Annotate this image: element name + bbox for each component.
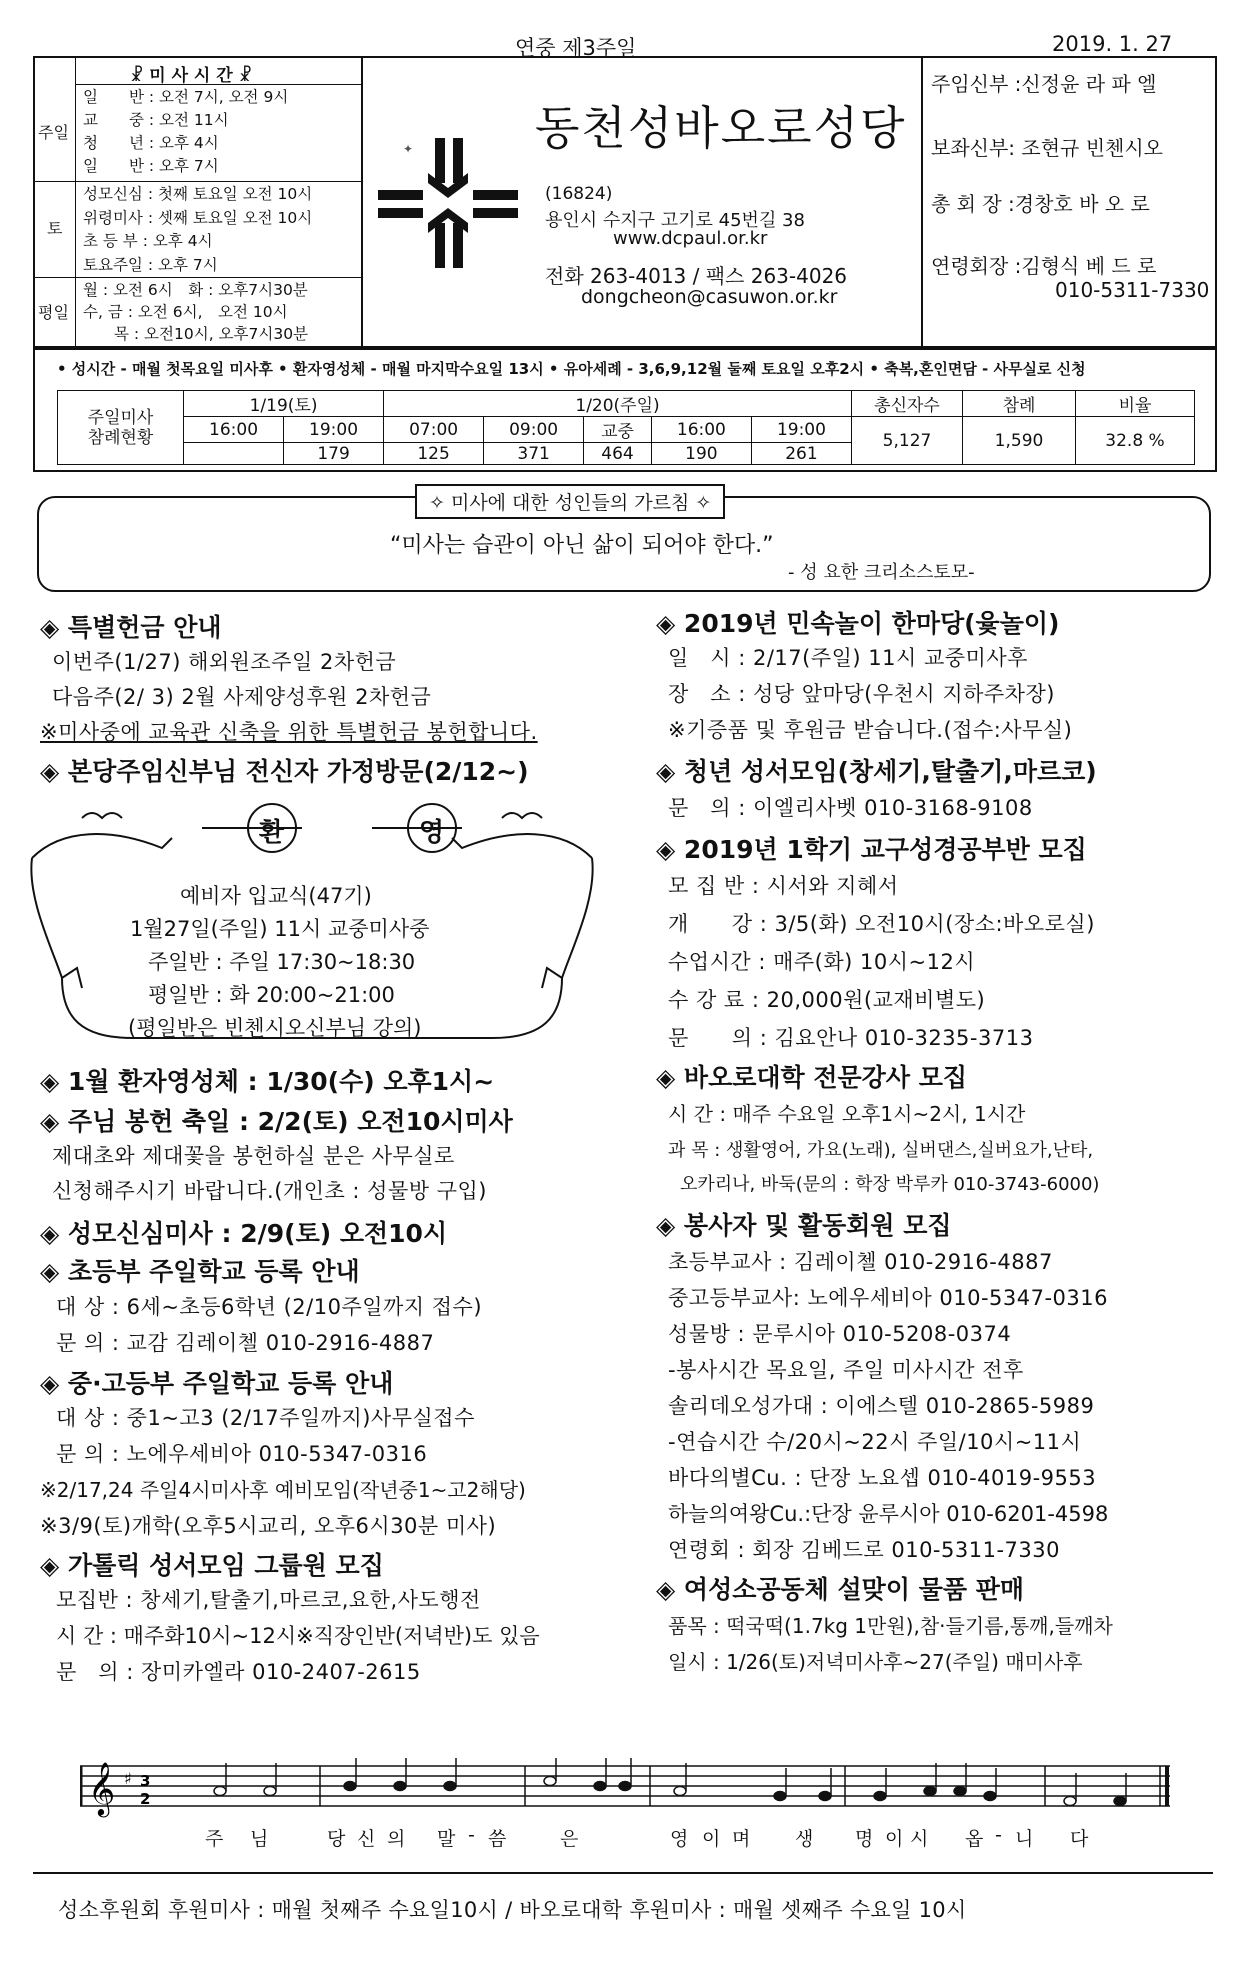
count-cell: 179 — [284, 443, 384, 465]
folk-games-line: 일 시 : 2/17(주일) 11시 교중미사후 — [668, 646, 1028, 670]
count-cell: 190 — [651, 443, 751, 465]
count-cell: 371 — [484, 443, 584, 465]
staff-role: 총 회 장 : — [931, 192, 1015, 216]
offering-line: 이번주(1/27) 해외원조주일 2차헌금 — [52, 650, 397, 674]
volunteer-line: -연습시간 수/20시~22시 주일/10시~11시 — [668, 1430, 1082, 1454]
folk-games-line: ※기증품 및 후원금 받습니다.(접수:사무실) — [668, 718, 1073, 742]
church-name: 동천성바오로성당 — [535, 101, 907, 155]
staff-role: 주임신부 : — [931, 72, 1022, 96]
footer-divider — [33, 1872, 1213, 1874]
bible-group-line: 모집반 : 창세기,탈출기,마르코,요한,사도행전 — [56, 1588, 481, 1612]
notice-bar: • 성시간 - 매월 첫목요일 미사후 • 환자영성체 - 매월 마지막수요일 13시 • 유아세례 - 3,6,9,12월 둘째 토요일 오후2시 • 축복,혼인면담 - 사무실로 신청 — [57, 360, 1086, 378]
volunteer-line: 중고등부교사: 노에우세비아 010-5347-0316 — [668, 1286, 1108, 1310]
attendance-label-1: 주일미사 — [87, 407, 154, 428]
lyric-syllable: 주 — [205, 1828, 224, 1850]
lyric-syllable: 이 — [885, 1828, 904, 1850]
lyric-syllable: 이 — [702, 1828, 721, 1850]
phone-fax: 전화 263-4013 / 팩스 263-4026 — [545, 264, 848, 288]
paul-university-line: 과 목 : 생활영어, 가요(노래), 실버댄스,실버요가,난타, — [668, 1140, 1094, 1161]
lyric-syllable: 의 — [387, 1828, 406, 1850]
staff-role: 연령회장 : — [931, 254, 1022, 278]
section-presentation-feast: ◈ 주님 봉헌 축일 : 2/2(토) 오전10시미사 — [40, 1107, 513, 1136]
lyric-syllable: 명 — [855, 1828, 874, 1850]
section-special-offering: ◈ 특별헌금 안내 — [40, 613, 222, 642]
mass-time-cell: 16:00 — [651, 417, 751, 443]
bible-study-line: 수 강 료 : 20,000원(교재비별도) — [668, 988, 986, 1012]
lyric-syllable: 님 — [250, 1828, 269, 1850]
middle-high-line: ※2/17,24 주일4시미사후 예비모임(작년중1~고2해당) — [40, 1478, 526, 1502]
elementary-line: 대 상 : 6세~초등6학년 (2/10주일까지 접수) — [56, 1295, 483, 1319]
mass-line: 성모신심 : 첫째 토요일 오전 10시 — [83, 185, 313, 203]
mass-line: 월 : 오전 6시 화 : 오후7시30분 — [83, 281, 308, 299]
total-label: 총신자수 — [852, 391, 963, 417]
quote-title: ✧ 미사에 대한 성인들의 가르침 ✧ — [415, 484, 725, 519]
mass-times-title: ☧ 미 사 시 간 ☧ — [130, 66, 252, 86]
catechumen-line: (평일반은 빈첸시오신부님 강의) — [128, 1016, 422, 1040]
section-folk-games: ◈ 2019년 민속놀이 한마당(윷놀이) — [656, 609, 1060, 638]
music-staff — [80, 1758, 1170, 1818]
svg-text:✦: ✦ — [403, 142, 414, 156]
count-cell: 464 — [584, 443, 652, 465]
lyric-syllable: 시 — [910, 1828, 929, 1850]
svg-text:𝄞: 𝄞 — [88, 1761, 116, 1815]
ratio-value: 32.8 % — [1076, 417, 1195, 465]
attendance-label-2: 참례현황 — [87, 427, 154, 448]
mass-day-saturday: 토 — [47, 219, 63, 238]
middle-high-line: 대 상 : 중1~고3 (2/17주일까지)사무실접수 — [56, 1406, 475, 1430]
staff-name: 김형식 베 드 로 — [1021, 254, 1157, 278]
church-website[interactable]: www.dcpaul.or.kr — [613, 228, 768, 249]
lyric-syllable: 영 — [670, 1828, 689, 1850]
volunteer-line: 성물방 : 문루시아 010-5208-0374 — [668, 1322, 1012, 1346]
lyric-syllable: 말 — [437, 1828, 456, 1850]
church-address: 용인시 수지구 고기로 45번길 38 — [545, 210, 805, 231]
paul-university-line: 시 간 : 매주 수요일 오후1시~2시, 1시간 — [668, 1102, 1026, 1126]
mass-day-weekday: 평일 — [38, 303, 69, 322]
mass-line: 청 년 : 오후 4시 — [83, 134, 219, 152]
header-box — [33, 56, 1217, 348]
svg-text:♯: ♯ — [124, 1769, 132, 1788]
section-new-year-sale: ◈ 여성소공동체 설맞이 물품 판매 — [656, 1575, 1024, 1604]
volunteer-line: 하늘의여왕Cu.:단장 윤루시아 010-6201-4598 — [668, 1502, 1109, 1526]
notice-attendance-box — [33, 348, 1217, 472]
church-email[interactable]: dongcheon@casuwon.or.kr — [581, 286, 838, 308]
volunteer-line: -봉사시간 목요일, 주일 미사시간 전후 — [668, 1358, 1024, 1382]
section-paul-university: ◈ 바오로대학 전문강사 모집 — [656, 1063, 967, 1092]
section-home-visit: ◈ 본당주임신부님 전신자 가정방문(2/12~) — [40, 757, 529, 786]
offering-line: 다음주(2/ 3) 2월 사제양성후원 2차헌금 — [52, 685, 432, 709]
mass-line: 초 등 부 : 오후 4시 — [83, 232, 213, 250]
lyric-syllable: 씀 — [488, 1828, 507, 1850]
mass-line: 일 반 : 오전 7시, 오전 9시 — [83, 88, 289, 106]
volunteer-line: 솔리데오성가대 : 이에스텔 010-2865-5989 — [668, 1394, 1095, 1418]
count-cell — [184, 443, 284, 465]
mass-time-cell: 19:00 — [751, 417, 851, 443]
folk-games-line: 장 소 : 성당 앞마당(우천시 지하주차장) — [668, 682, 1055, 706]
lyric-syllable: 다 — [1070, 1828, 1089, 1850]
bible-study-line: 모 집 반 : 시서와 지혜서 — [668, 874, 899, 898]
staff-name: 경창호 바 오 로 — [1014, 192, 1150, 216]
volunteer-line: 초등부교사 : 김레이첼 010-2916-4887 — [668, 1250, 1053, 1274]
quote-author: - 성 요한 크리소스토모- — [788, 562, 975, 583]
lyric-syllable: 신 — [357, 1828, 376, 1850]
mass-day-sunday: 주일 — [38, 123, 69, 142]
staff-list — [921, 58, 1217, 346]
lyric-syllable: - — [468, 1824, 475, 1846]
volunteer-line: 연령회 : 회장 김베드로 010-5311-7330 — [668, 1538, 1060, 1562]
mass-time-cell: 교중 — [584, 417, 652, 443]
lyric-syllable: 은 — [560, 1828, 579, 1850]
bible-study-line: 문 의 : 김요안나 010-3235-3713 — [668, 1026, 1034, 1050]
count-cell: 125 — [384, 443, 484, 465]
svg-text:2: 2 — [140, 1790, 151, 1808]
attend-value: 1,590 — [963, 417, 1076, 465]
attendance-day-saturday: 1/19(토) — [184, 391, 384, 417]
welcome-char-1: 환 — [259, 818, 285, 848]
paul-university-line: 오카리나, 바둑(문의 : 학장 박루카 010-3743-6000) — [680, 1174, 1100, 1195]
mass-times-table — [35, 58, 363, 346]
attendance-table — [57, 390, 1195, 465]
mass-time-cell: 07:00 — [384, 417, 484, 443]
catechumen-line: 주일반 : 주일 17:30~18:30 — [148, 950, 416, 974]
staff-name: 조현규 빈첸시오 — [1021, 136, 1163, 160]
catechumen-line: 평일반 : 화 20:00~21:00 — [148, 983, 395, 1007]
section-sick-communion: ◈ 1월 환자영성체 : 1/30(수) 오후1시~ — [40, 1067, 495, 1096]
total-value: 5,127 — [852, 417, 963, 465]
section-bible-group: ◈ 가톨릭 성서모임 그룹원 모집 — [40, 1551, 384, 1580]
section-elementary-school: ◈ 초등부 주일학교 등록 안내 — [40, 1257, 360, 1286]
svg-text:3: 3 — [140, 1772, 151, 1790]
welcome-char-2: 영 — [419, 818, 445, 848]
bible-study-line: 수업시간 : 매주(화) 10시~12시 — [668, 950, 976, 974]
bible-group-line: 문 의 : 장미카엘라 010-2407-2615 — [56, 1660, 421, 1684]
lyrics-row — [205, 1824, 1105, 1850]
ratio-label: 비율 — [1076, 391, 1195, 417]
youth-bible-line: 문 의 : 이엘리사벳 010-3168-9108 — [668, 796, 1033, 820]
lyric-syllable: 며 — [732, 1828, 751, 1850]
mass-line: 일 반 : 오후 7시 — [83, 157, 219, 175]
offering-line: ※미사중에 교육관 신축을 위한 특별헌금 봉헌합니다. — [40, 720, 538, 744]
section-middle-high-school: ◈ 중·고등부 주일학교 등록 안내 — [40, 1369, 394, 1398]
mass-line: 토요주일 : 오후 7시 — [83, 255, 218, 274]
sale-line: 일시 : 1/26(토)저녁미사후~27(주일) 매미사후 — [668, 1650, 1083, 1674]
attendance-day-sunday: 1/20(주일) — [384, 391, 852, 417]
middle-high-line: 문 의 : 노에우세비아 010-5347-0316 — [56, 1442, 428, 1466]
staff-name: 신정윤 라 파 엘 — [1021, 72, 1157, 96]
count-cell: 261 — [751, 443, 851, 465]
catechumen-title: 예비자 입교식(47기) — [180, 884, 372, 908]
lyric-syllable: 니 — [1015, 1828, 1034, 1850]
elementary-line: 문 의 : 교감 김레이첼 010-2916-4887 — [56, 1331, 435, 1355]
mass-time-cell: 16:00 — [184, 417, 284, 443]
section-volunteers: ◈ 봉사자 및 활동회원 모집 — [656, 1211, 952, 1240]
quote-text: “미사는 습관이 아닌 삶이 되어야 한다.” — [390, 533, 774, 558]
lyric-syllable: 생 — [795, 1828, 814, 1850]
attend-label: 참례 — [963, 391, 1076, 417]
mass-time-cell: 19:00 — [284, 417, 384, 443]
lyric-syllable: - — [995, 1824, 1002, 1846]
bulletin-date: 2019. 1. 27 — [1052, 32, 1173, 56]
sale-line: 품목 : 떡국떡(1.7kg 1만원),참·들기름,통깨,들깨차 — [668, 1614, 1113, 1638]
staff-role: 보좌신부: — [931, 136, 1016, 160]
lyric-syllable: 옵 — [965, 1828, 984, 1850]
bible-group-line: 시 간 : 매주화10시~12시※직장인반(저녁반)도 있음 — [56, 1624, 540, 1648]
church-cross-logo — [373, 128, 523, 278]
postal-code: (16824) — [545, 184, 613, 204]
mass-time-cell: 09:00 — [484, 417, 584, 443]
feast-line: 제대초와 제대꽃을 봉헌하실 분은 사무실로 — [52, 1144, 455, 1168]
section-bible-study: ◈ 2019년 1학기 교구성경공부반 모집 — [656, 835, 1087, 864]
feast-line: 신청해주시기 바랍니다.(개인초 : 성물방 구입) — [52, 1179, 487, 1203]
mass-line: 위령미사 : 셋째 토요일 오전 10시 — [83, 208, 313, 227]
week-label: 연중 제3주일 — [515, 36, 637, 60]
footer-text: 성소후원회 후원미사 : 매월 첫째주 수요일10시 / 바오로대학 후원미사 : 매월 셋째주 수요일 10시 — [58, 1898, 967, 1922]
staff-phone: 010-5311-7330 — [1055, 278, 1210, 302]
mass-line: 교 중 : 오전 11시 — [83, 111, 229, 129]
mass-line: 목 : 오전10시, 오후7시30분 — [83, 325, 309, 343]
mass-line: 수, 금 : 오전 6시, 오전 10시 — [83, 303, 288, 321]
middle-high-line: ※3/9(토)개학(오후5시교리, 오후6시30분 미사) — [40, 1514, 497, 1538]
section-youth-bible: ◈ 청년 성서모임(창세기,탈출기,마르코) — [656, 757, 1097, 786]
catechumen-line: 1월27일(주일) 11시 교중미사중 — [130, 917, 430, 941]
lyric-syllable: 당 — [327, 1828, 346, 1850]
volunteer-line: 바다의별Cu. : 단장 노요셉 010-4019-9553 — [668, 1466, 1097, 1490]
bible-study-line: 개 강 : 3/5(화) 오전10시(장소:바오로실) — [668, 912, 1095, 936]
section-marian-mass: ◈ 성모신심미사 : 2/9(토) 오전10시 — [40, 1219, 448, 1248]
